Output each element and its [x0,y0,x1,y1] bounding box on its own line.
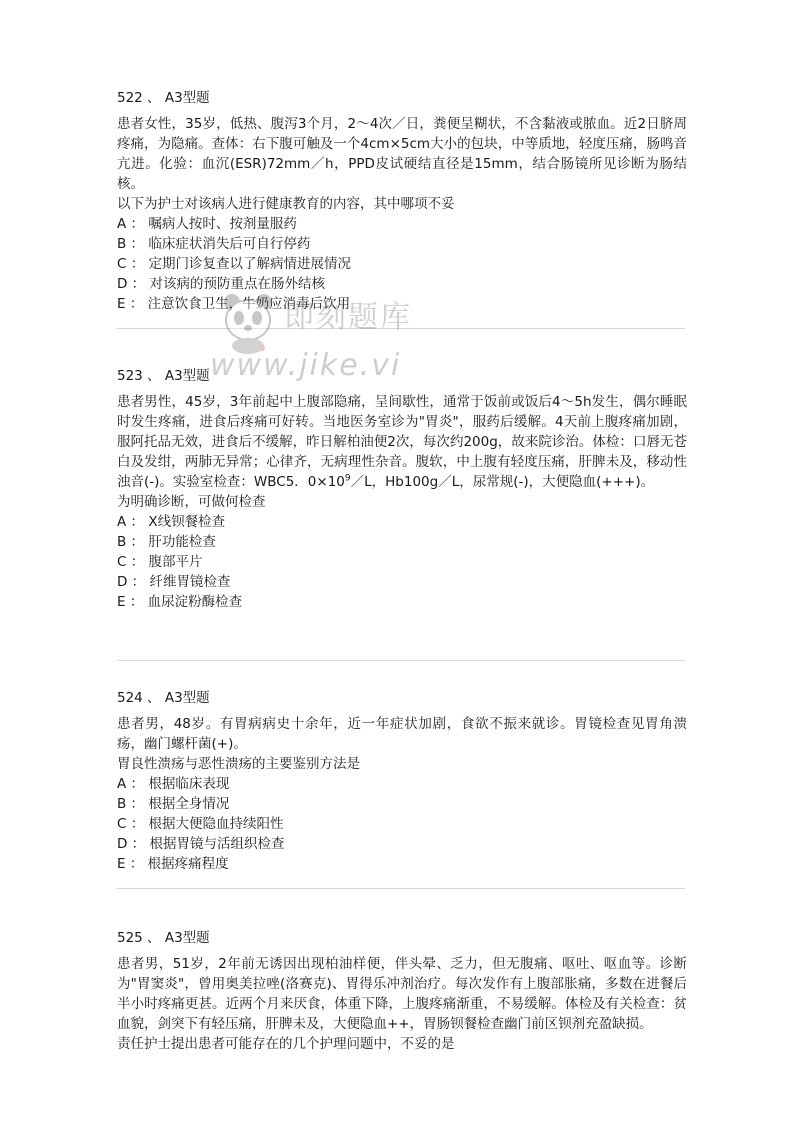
stem-paragraph: 患者男，51岁，2年前无诱因出现柏油样便，伴头晕、乏力，但无腹痛、呕吐、呕血等。诊断为"胃窦炎"，曾用奥美拉唑(洛赛克)、胃得乐冲剂治疗。每次发作有上腹部胀痛，多数在进餐后半小时疼痛更甚。近两个月来厌食，体重下降，上腹疼痛渐重，不易缓解。体检及有关检查：贫血貌，剑突下有轻压痛，肝脾未及，大便隐血++，胃肠钡餐检查幽门前区钡剂充盈缺损。 [117,956,687,1032]
watermark-url-text: www.jike.vi [210,348,402,383]
option-c[interactable]: C ： 定期门诊复查以了解病情进展情况 [117,256,352,272]
stem-paragraph [117,392,687,492]
question-stem [117,114,687,194]
option-d[interactable]: D ： 根据胃镜与活组织检查 [117,836,285,852]
question-stem [117,954,687,1034]
question-number-label: 525 、 A3型题 [117,930,210,946]
option-c[interactable]: C ： 根据大便隐血持续阳性 [117,816,284,832]
stem-paragraph: 患者女性，35岁，低热、腹泻3个月，2～4次／日，粪便呈糊状，不含黏液或脓血。近2日脐周疼痛，为隐痛。查体：右下腹可触及一个4cm×5cm大小的包块，中等质地，轻度压痛，肠鸣音亢进。化验：血沉(ESR)72mm／h，PPD皮试硬结直径是15mm，结合肠镜所见诊断为肠结核。 [117,116,687,192]
question-prompt: 胃良性溃疡与恶性溃疡的主要鉴别方法是 [117,756,360,772]
section-divider [117,328,685,329]
question-525 [117,928,687,1054]
question-number-label: 523 、 A3型题 [117,368,210,384]
stem-paragraph: 患者男，48岁。有胃病病史十余年，近一年症状加剧，食欲不振来就诊。胃镜检查见胃角溃疡，幽门螺杆菌(+)。 [117,716,687,752]
option-c[interactable]: C ： 腹部平片 [117,554,203,570]
stem-text: 患者男性，45岁，3年前起中上腹部隐痛，呈间歇性，通常于饭前或饭后4～5h发生，偶尔睡眠时发生疼痛，进食后疼痛可好转。当地医务室诊为"胃炎"，服药后缓解。4天前上腹疼痛加剧，服阿托品无效，进食后不缓解，昨日解柏油便2次，每次约200g，故来院诊治。体检：口唇无苍白及发绀，两肺无异常；心律齐，无病理性杂音。腹软，中上腹有轻度压痛，肝脾未及，移动性浊音(-)。实验室检查：WBC5．0×10 [117,394,687,490]
option-b[interactable]: B ： 临床症状消失后可自行停药 [117,236,311,252]
option-a[interactable]: A ： 嘱病人按时、按剂量服药 [117,216,297,232]
option-b[interactable]: B ： 肝功能检查 [117,534,216,550]
question-number-label: 524 、 A3型题 [117,690,210,706]
section-divider [117,660,685,661]
question-number-label: 522 、 A3型题 [117,90,210,106]
option-a[interactable]: A ： 根据临床表现 [117,776,230,792]
question-prompt: 责任护士提出患者可能存在的几个护理问题中，不妥的是 [117,1036,455,1052]
question-stem [117,714,687,754]
stem-superscript: 9 [344,473,351,484]
question-522 [117,88,687,314]
option-e[interactable]: E ： 注意饮食卫生，牛奶应消毒后饮用 [117,296,351,312]
question-523 [117,366,687,612]
option-e[interactable]: E ： 根据疼痛程度 [117,856,229,872]
section-divider [117,888,685,889]
option-a[interactable]: A ： X线钡餐检查 [117,514,226,530]
option-d[interactable]: D ： 对该病的预防重点在肠外结核 [117,276,325,292]
stem-text-continued: ／L，Hb100g／L，尿常规(-)，大便隐血(+++)。 [350,474,655,490]
option-b[interactable]: B ： 根据全身情况 [117,796,230,812]
option-d[interactable]: D ： 纤维胃镜检查 [117,574,231,590]
option-e[interactable]: E ： 血尿淀粉酶检查 [117,594,243,610]
question-524 [117,688,687,874]
question-stem [117,392,687,492]
watermark-brand-text: 即刻题库 [284,300,412,335]
question-prompt: 以下为护士对该病人进行健康教育的内容，其中哪项不妥 [117,196,455,212]
question-prompt: 为明确诊断，可做何检查 [117,494,266,510]
